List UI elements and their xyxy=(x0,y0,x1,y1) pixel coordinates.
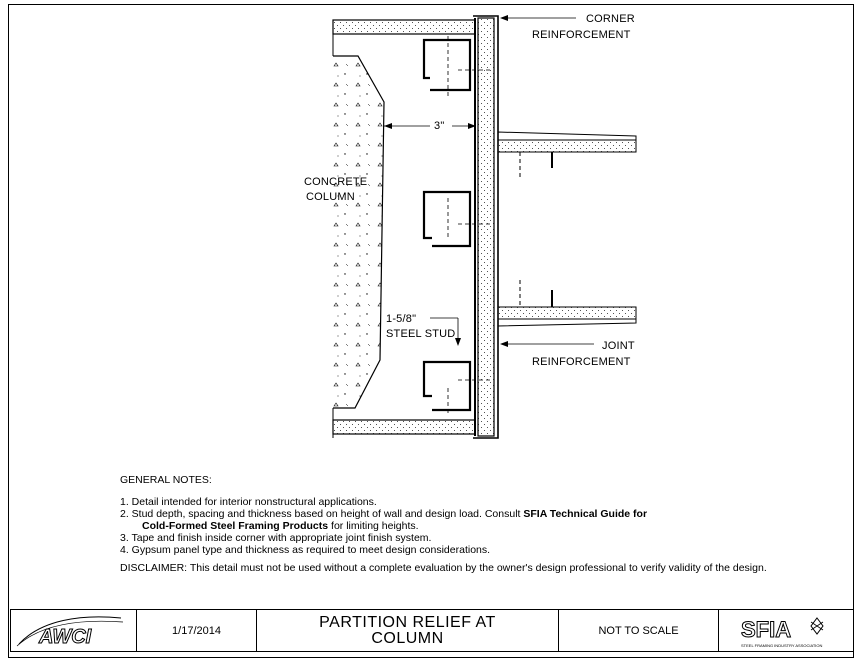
steel-stud-size-label: 1-5/8" xyxy=(386,313,417,325)
title-line-2: COLUMN xyxy=(371,629,444,647)
sfia-logo-subtitle: STEEL FRAMING INDUSTRY ASSOCIATION xyxy=(741,643,823,648)
awci-logo-cell xyxy=(11,610,137,651)
concrete-column-label-2: COLUMN xyxy=(306,191,355,203)
corner-reinforcement-label-2: REINFORCEMENT xyxy=(532,29,631,41)
concrete-column xyxy=(333,20,384,438)
note-2-reference-2: Cold-Formed Steel Framing Products xyxy=(142,520,329,532)
concrete-column-label: CONCRETE xyxy=(304,176,368,188)
joint-reinforcement-label-2: REINFORCEMENT xyxy=(532,356,631,368)
gypsum-panel xyxy=(473,16,498,438)
note-1: 1. Detail intended for interior nonstructural applications. xyxy=(120,496,377,508)
note-2-reference: SFIA Technical Guide for xyxy=(523,508,648,520)
note-3: 3. Tape and finish inside corner with appropriate joint finish system. xyxy=(120,532,432,544)
sfia-star-icon xyxy=(811,618,823,634)
note-2 xyxy=(120,508,800,520)
notes-heading: GENERAL NOTES: xyxy=(120,474,212,486)
disclaimer: DISCLAIMER: This detail must not be used without a complete evaluation by the owner's design professional to verify validity of the design. xyxy=(120,562,767,574)
scale: NOT TO SCALE xyxy=(598,624,679,637)
sfia-logo-cell xyxy=(719,610,853,651)
note-4: 4. Gypsum panel type and thickness as required to meet design considerations. xyxy=(120,544,491,556)
title-line-1: PARTITION RELIEF AT xyxy=(319,613,496,631)
general-notes xyxy=(120,474,800,574)
dimension-label: 3" xyxy=(434,120,445,132)
dimension-3in xyxy=(384,123,476,129)
sfia-logo xyxy=(719,610,852,651)
leader-lines xyxy=(430,15,594,347)
scale-cell xyxy=(559,610,719,651)
steel-stud-label: STEEL STUD xyxy=(386,328,456,340)
joint-reinforcement-label: JOINT xyxy=(602,340,635,352)
corner-reinforcement-label: CORNER xyxy=(586,13,635,25)
bottom-wall-board xyxy=(333,420,475,434)
note-2-text: 2. Stud depth, spacing and thickness based on height of wall and design load. Consult xyxy=(120,508,524,520)
sfia-logo-text: SFIA xyxy=(741,617,792,642)
note-2-tail: for limiting heights. xyxy=(328,520,419,532)
awci-logo xyxy=(11,610,135,651)
title-block xyxy=(10,609,854,652)
intersecting-wall xyxy=(498,132,636,326)
awci-logo-text: AWCI xyxy=(39,626,92,648)
title-cell xyxy=(257,610,559,651)
top-wall-board xyxy=(333,20,475,34)
date-cell xyxy=(137,610,257,651)
note-2-continued xyxy=(120,520,800,532)
date: 1/17/2014 xyxy=(172,624,221,637)
